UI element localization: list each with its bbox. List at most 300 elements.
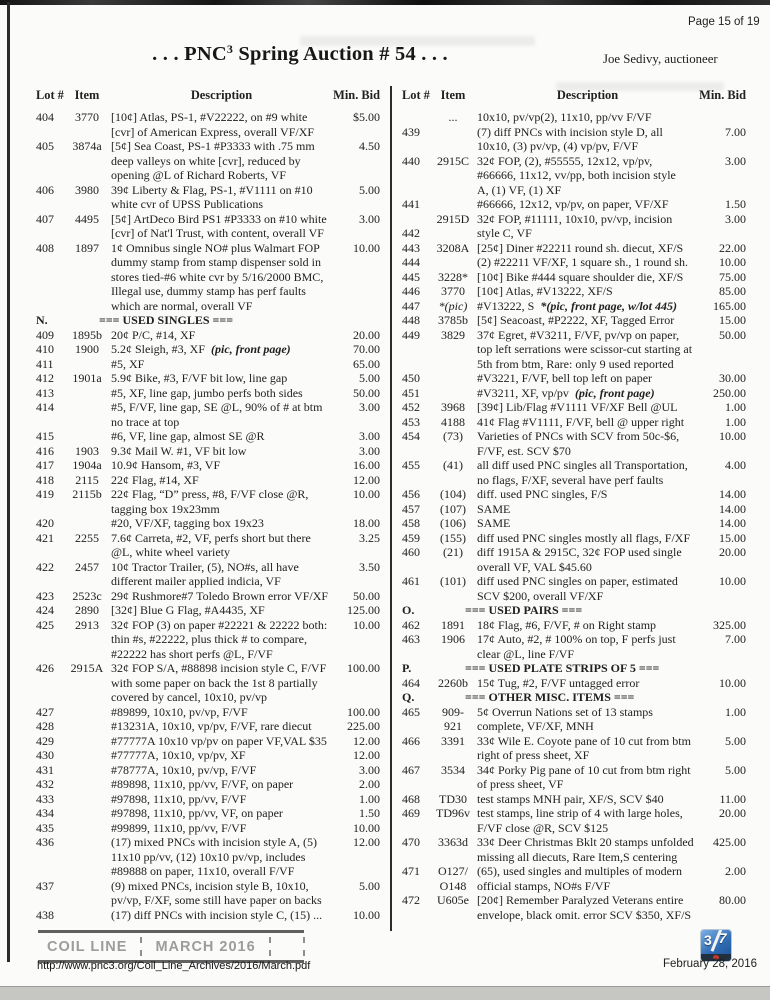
item-number: (73)	[443, 429, 463, 443]
item-number	[66, 357, 108, 372]
item-number: 3534	[441, 762, 465, 777]
lot-number: 408	[36, 240, 54, 255]
item-number: O148	[439, 878, 467, 893]
auction-lot-line	[36, 574, 380, 589]
lot-description: 5th from btm, Rare: only 9 used reported	[477, 356, 674, 371]
lot-number: 446	[402, 284, 420, 298]
lot-description: [32¢] Blue G Flag, #A4435, XF	[111, 603, 265, 617]
item-number	[66, 690, 108, 705]
min-bid-value: 3.00	[359, 211, 380, 226]
lot-description: envelope, black omit. error SCV $350, XF/S	[477, 907, 692, 922]
auction-lot-line	[402, 632, 746, 647]
lot-description: overall VF, VAL $45.60	[477, 559, 592, 574]
min-bid-value: 50.00	[353, 385, 380, 400]
min-bid-value: 10.00	[719, 255, 746, 269]
lot-description: (17) mixed PNCs with incision style A, (5)	[111, 835, 317, 849]
lot-description: covered by cancel, 10x10, pv/vp	[111, 690, 267, 704]
lot-number: 445	[402, 269, 420, 284]
stamp-tick	[269, 937, 271, 956]
auction-lot-line	[36, 850, 380, 865]
min-bid-value	[698, 183, 746, 198]
auction-lot-line	[402, 850, 746, 865]
icon-digit-3: 3	[704, 932, 712, 948]
min-bid-value: 75.00	[719, 269, 746, 284]
lot-description: 17¢ Auto, #2, # 100% on top, F perfs just	[477, 632, 676, 646]
item-number: 3228*	[438, 269, 468, 284]
item-number: 1903	[75, 443, 99, 458]
auction-lot-line	[36, 792, 380, 807]
lot-number	[402, 139, 432, 154]
emphasized-note: (pic, front page)	[574, 385, 655, 400]
item-number	[432, 197, 474, 212]
min-bid-value	[698, 110, 746, 125]
lot-number	[36, 632, 66, 647]
auction-lot-line	[402, 154, 746, 169]
auction-lot-line	[402, 705, 746, 720]
auction-lot-line	[402, 502, 746, 517]
lot-number: 423	[36, 588, 54, 603]
min-bid-value	[698, 589, 746, 604]
auction-lot-line	[36, 284, 380, 299]
header-description: Description	[190, 88, 253, 102]
item-number: (41)	[443, 458, 463, 472]
lot-description: 41¢ Flag #V1111, F/VF, bell @ upper right	[477, 414, 685, 429]
lot-number: 418	[36, 472, 54, 487]
lot-number: 470	[402, 835, 420, 849]
item-number	[66, 125, 108, 140]
lot-number	[402, 719, 432, 734]
min-bid-value	[698, 444, 746, 459]
lot-number	[36, 647, 66, 662]
item-number: 3770	[441, 284, 465, 298]
lot-number: 449	[402, 327, 420, 342]
auction-lot-line	[402, 125, 746, 140]
lot-number: 433	[36, 791, 54, 806]
min-bid-value: 100.00	[347, 661, 380, 675]
min-bid-value: 7.00	[725, 632, 746, 646]
auction-lot-line	[402, 806, 746, 821]
lot-number: 442	[402, 226, 420, 240]
lot-description: (9) mixed PNCs, incision style B, 10x10,	[111, 878, 309, 893]
min-bid-value	[698, 168, 746, 183]
item-number	[432, 139, 474, 154]
lot-description: no flags, F/XF, several have perf faults	[477, 472, 664, 487]
lot-number: 424	[36, 603, 54, 617]
min-bid-value: 3.50	[359, 559, 380, 574]
header-lot: Lot #	[36, 88, 64, 102]
lot-description: SAME	[477, 501, 511, 516]
min-bid-value	[332, 545, 380, 560]
item-number	[66, 270, 108, 285]
lot-description: 32¢ FOP (3) on paper #22221 & 22222 both:	[111, 617, 328, 632]
lot-number	[36, 197, 66, 212]
min-bid-value: 30.00	[719, 371, 746, 385]
lot-description: [cvr] of American Express, overall VF/XF	[111, 124, 315, 139]
item-number	[66, 748, 108, 763]
lot-description: [cvr] of Nat'l Trust, with content, overall VF	[111, 226, 324, 240]
auction-lot-line	[36, 589, 380, 604]
min-bid-value	[332, 676, 380, 691]
lot-description: [25¢] Diner #22211 round sh. diecut, XF/S	[477, 240, 684, 255]
auction-lot-line	[402, 545, 746, 560]
item-number	[66, 400, 108, 415]
lot-description: #5, F/VF, line gap, SE @L, 90% of # at btm	[111, 400, 323, 414]
auction-lot-line	[36, 342, 380, 357]
min-bid-value: 3.00	[359, 762, 380, 777]
item-number: ...	[448, 110, 458, 124]
page-title	[0, 42, 600, 66]
lot-number	[36, 676, 66, 691]
lot-number: 453	[402, 414, 420, 429]
auction-lot-line	[402, 560, 746, 575]
min-bid-value: 10.00	[719, 429, 746, 443]
lot-description: deep valleys on white [cvr], reduced by	[111, 153, 301, 168]
item-number	[432, 386, 474, 401]
item-number	[432, 589, 474, 604]
min-bid-value: 80.00	[719, 893, 746, 907]
item-number	[66, 719, 108, 734]
item-number	[66, 850, 108, 865]
lot-number: 425	[36, 617, 54, 632]
lot-number: 429	[36, 733, 54, 748]
lot-description: diff used PNC singles mostly all flags, F/XF	[477, 530, 691, 545]
auction-lot-line	[402, 748, 746, 763]
lot-number	[402, 647, 432, 662]
header-description: Description	[556, 88, 619, 102]
auction-lot-line	[402, 197, 746, 212]
min-bid-value	[332, 284, 380, 299]
min-bid-value: 1.50	[725, 197, 746, 211]
lot-description: SCV $200, overall VF/XF	[477, 588, 604, 603]
auction-lot-line	[36, 299, 380, 314]
auction-lot-line	[402, 531, 746, 546]
item-number	[432, 908, 474, 923]
lot-description: [39¢] Lib/Flag #V1111 VF/XF Bell @UL	[477, 400, 678, 414]
item-number: 2115	[75, 472, 99, 487]
item-number: 1895b	[72, 327, 102, 342]
min-bid-value	[332, 647, 380, 662]
header-min-bid: Min. Bid	[699, 88, 746, 102]
auction-lot-line	[36, 763, 380, 778]
lot-number: 454	[402, 429, 420, 443]
min-bid-value	[332, 632, 380, 647]
item-number: 3980	[75, 182, 99, 197]
auction-lot-line	[402, 328, 746, 343]
min-bid-value	[698, 719, 746, 734]
auction-lot-line	[402, 763, 746, 778]
min-bid-value	[332, 574, 380, 589]
lot-description: #5, XF, line gap, jumbo perfs both sides	[111, 385, 303, 400]
lot-description: tagging box 19x23mm	[111, 501, 220, 516]
emphasized-note: (pic, front page)	[211, 342, 291, 356]
lot-number	[36, 690, 66, 705]
stamp-publication: COIL LINE	[47, 938, 128, 955]
item-number: 1891	[441, 617, 465, 632]
min-bid-value: 165.00	[713, 298, 746, 313]
lot-description: 5.2¢ Sleigh, #3, XF (pic, front page)	[111, 342, 291, 356]
lot-number	[36, 502, 66, 517]
lot-number: P.	[402, 661, 412, 675]
min-bid-value: 85.00	[719, 284, 746, 298]
auction-lot-line	[36, 777, 380, 792]
auction-lot-line	[402, 400, 746, 415]
min-bid-value: 1.00	[725, 414, 746, 429]
min-bid-value: 3.00	[359, 400, 380, 414]
lot-description: different mailer applied indicia, VF	[111, 574, 281, 588]
lot-description: 20¢ P/C, #14, XF	[111, 327, 196, 342]
min-bid-value: 225.00	[347, 719, 380, 733]
min-bid-value: 5.00	[359, 371, 380, 385]
lot-description: 33¢ Deer Christmas Bklt 20 stamps unfolded	[477, 835, 694, 849]
min-bid-value: 12.00	[353, 733, 380, 748]
lot-description: #97898, 11x10, pp/vv, VF, on paper	[111, 806, 283, 820]
item-number	[66, 835, 108, 850]
item-number	[432, 444, 474, 459]
item-number	[432, 821, 474, 836]
stamp-issue-date: MARCH 2016	[155, 938, 256, 955]
lot-description: pv/vp, F/XF, some still have paper on backs	[111, 893, 322, 907]
lot-description: (2) #22211 VF/XF, 1 square sh., 1 round sh.	[477, 255, 689, 269]
min-bid-value: 10.00	[353, 617, 380, 632]
item-number	[432, 371, 474, 386]
lot-number: 409	[36, 327, 54, 342]
lot-description: official stamps, NO#s F/VF	[477, 878, 611, 893]
min-bid-value	[332, 168, 380, 183]
auction-lot-line	[36, 516, 380, 531]
auction-lot-line	[36, 110, 380, 125]
lot-description: === USED PLATE STRIPS OF 5 ===	[465, 661, 660, 675]
min-bid-value	[698, 342, 746, 357]
item-number	[432, 168, 474, 183]
lot-number: 468	[402, 791, 420, 806]
lot-number: 419	[36, 487, 54, 501]
lot-description: stores tied-#6 white cvr by 5/16/2000 BMC,	[111, 269, 324, 284]
min-bid-value: 3.25	[359, 530, 380, 545]
item-number: (155)	[440, 530, 466, 545]
min-bid-value: 2.00	[725, 864, 746, 878]
min-bid-value	[332, 125, 380, 140]
lot-description: 32¢ FOP, #11111, 10x10, pv/vp, incision	[477, 211, 673, 226]
lot-number: 469	[402, 806, 420, 820]
item-number	[66, 705, 108, 720]
title-part2: Spring Auction # 54 . . .	[233, 43, 448, 65]
min-bid-value: 22.00	[719, 240, 746, 255]
lot-description: #66666, 11x12, vv/pp, both incision style	[477, 168, 676, 182]
lot-number: 416	[36, 443, 54, 458]
lot-description: clear @L, line F/VF	[477, 646, 575, 661]
auction-lot-line	[36, 270, 380, 285]
lot-number: 426	[36, 661, 54, 675]
min-bid-value: 10.00	[353, 820, 380, 835]
section-header-row	[402, 690, 746, 705]
lot-number: 472	[402, 893, 420, 907]
auction-lot-line	[36, 154, 380, 169]
section-header-row	[402, 661, 746, 676]
auction-lot-line	[36, 328, 380, 343]
lot-description: #13231A, 10x10, vp/pv, F/VF, rare diecut	[111, 719, 312, 733]
scan-top-edge-artifact	[0, 0, 770, 5]
lot-number: 420	[36, 516, 54, 530]
auction-lot-line	[402, 879, 746, 894]
auction-lot-line	[36, 415, 380, 430]
auction-lot-line	[36, 458, 380, 473]
auction-lot-line	[402, 864, 746, 879]
item-number: 909-	[442, 704, 464, 719]
min-bid-value: 10.00	[353, 240, 380, 255]
item-number: (21)	[443, 545, 463, 559]
auction-lot-line	[36, 835, 380, 850]
lot-description: 29¢ Rushmore#7 Toledo Brown error VF/XF	[111, 588, 329, 603]
item-number: *(pic)	[438, 298, 468, 313]
lot-number: 452	[402, 400, 420, 414]
auction-lot-line	[402, 574, 746, 589]
lot-number	[402, 879, 432, 894]
item-number	[432, 850, 474, 865]
item-number: 3829	[441, 327, 465, 342]
section-header-row	[36, 313, 380, 328]
lot-number	[402, 357, 432, 372]
item-number: 2915A	[70, 661, 104, 675]
item-number	[66, 879, 108, 894]
item-number: 2915D	[436, 211, 470, 226]
lot-number: 467	[402, 762, 420, 777]
item-number: 2457	[75, 559, 99, 574]
item-number	[66, 168, 108, 183]
lot-number	[36, 255, 66, 270]
item-number	[66, 502, 108, 517]
auction-lot-line	[36, 139, 380, 154]
auction-lot-line	[36, 125, 380, 140]
lot-number: 457	[402, 501, 420, 516]
item-number	[66, 763, 108, 778]
item-number	[66, 647, 108, 662]
lot-number	[402, 908, 432, 923]
auction-lot-line	[402, 386, 746, 401]
coil-line-stamp	[38, 930, 304, 963]
item-number: 2115b	[72, 487, 102, 501]
min-bid-value: 12.00	[353, 748, 380, 762]
auction-lot-line	[402, 458, 746, 473]
min-bid-value: $5.00	[353, 110, 380, 124]
auction-lot-line	[36, 531, 380, 546]
item-number: 4495	[75, 211, 99, 226]
lot-description: 10x10, (3) pv/vp, (4) vp/pv, F/VF	[477, 139, 639, 153]
auction-lot-line	[402, 589, 746, 604]
auction-lot-line	[36, 734, 380, 749]
title-part1: . . . PNC	[152, 43, 227, 65]
lot-number	[402, 560, 432, 575]
lot-description: 34¢ Porky Pig pane of 10 cut from btm right	[477, 762, 691, 777]
auction-lot-line	[402, 429, 746, 444]
lot-description: (65), used singles and multiples of modern	[477, 864, 682, 878]
lot-number	[402, 821, 432, 836]
auction-lot-line	[36, 212, 380, 227]
auction-lot-line	[36, 386, 380, 401]
lot-description: A, (1) VF, (1) XF	[477, 182, 562, 197]
lot-description: === USED PAIRS ===	[465, 603, 583, 617]
min-bid-value	[332, 197, 380, 212]
lot-description: F/VF, est. SCV $70	[477, 443, 571, 458]
min-bid-value: 20.00	[719, 545, 746, 559]
auction-lot-line	[402, 487, 746, 502]
min-bid-value	[698, 661, 746, 676]
item-number: 3968	[441, 400, 465, 414]
item-number	[66, 792, 108, 807]
auction-lot-line	[402, 168, 746, 183]
item-number	[432, 748, 474, 763]
min-bid-value: 20.00	[719, 806, 746, 820]
lot-number	[36, 270, 66, 285]
lot-description: 15¢ Tug, #2, F/VF untagged error	[477, 675, 640, 690]
min-bid-value	[332, 226, 380, 241]
item-number: 2260b	[438, 675, 468, 690]
lot-number: 461	[402, 574, 420, 588]
lot-number	[402, 183, 432, 198]
lot-description: Varieties of PNCs with SCV from 50c-$6,	[477, 429, 680, 443]
item-number: 1904a	[72, 458, 102, 472]
lot-description: [20¢] Remember Paralyzed Veterans entire	[477, 893, 684, 907]
lot-description: #99899, 11x10, pp/vv, F/VF	[111, 820, 247, 835]
auction-lot-line	[36, 168, 380, 183]
lot-number: 464	[402, 675, 420, 690]
auction-lot-line	[36, 357, 380, 372]
lot-description: [10¢] Atlas, PS-1, #V22222, on #9 white	[111, 110, 308, 124]
auction-lot-line	[36, 632, 380, 647]
auction-lot-line	[36, 676, 380, 691]
min-bid-value: 50.00	[719, 327, 746, 342]
auction-lot-line	[36, 560, 380, 575]
min-bid-value	[698, 357, 746, 372]
emphasized-note: *(pic, front page, w/lot 445)	[540, 298, 678, 313]
item-number	[432, 255, 474, 270]
item-number	[66, 632, 108, 647]
lot-description: #66666, 12x12, vp/pv, on paper, VF/XF	[477, 197, 669, 211]
lot-number: 438	[36, 907, 54, 922]
item-number: 2523c	[72, 588, 102, 603]
auction-lot-line	[36, 183, 380, 198]
min-bid-value: 250.00	[713, 385, 746, 400]
item-number: TD30	[439, 791, 467, 806]
min-bid-value: 4.00	[725, 458, 746, 472]
lot-number: 465	[402, 704, 420, 719]
auction-lot-line	[36, 429, 380, 444]
min-bid-value: 2.00	[359, 777, 380, 791]
item-number: 3363d	[438, 835, 468, 849]
lot-number: N.	[36, 313, 48, 327]
lot-number: 466	[402, 733, 420, 748]
lot-number: 413	[36, 385, 54, 400]
scan-bottom-edge-artifact	[0, 986, 770, 1000]
item-number	[66, 676, 108, 691]
item-number: O127/	[438, 864, 468, 878]
lot-description: #89898, 11x10, pp/vv, F/VF, on paper	[111, 777, 294, 791]
lot-number: 439	[402, 124, 420, 139]
lot-number	[402, 748, 432, 763]
lot-number	[36, 168, 66, 183]
item-number: 3770	[75, 110, 99, 124]
auction-lot-line	[402, 516, 746, 531]
lot-number: 407	[36, 211, 54, 226]
item-number: (104)	[440, 487, 466, 501]
lot-number	[402, 473, 432, 488]
auction-lot-line	[36, 879, 380, 894]
lot-number: 435	[36, 820, 54, 835]
auction-lot-line	[36, 197, 380, 212]
lot-description: 32¢ FOP S/A, #88898 incision style C, F/VF	[111, 661, 327, 675]
table-header-left	[36, 88, 380, 103]
min-bid-value	[698, 777, 746, 792]
lot-number: 421	[36, 530, 54, 545]
